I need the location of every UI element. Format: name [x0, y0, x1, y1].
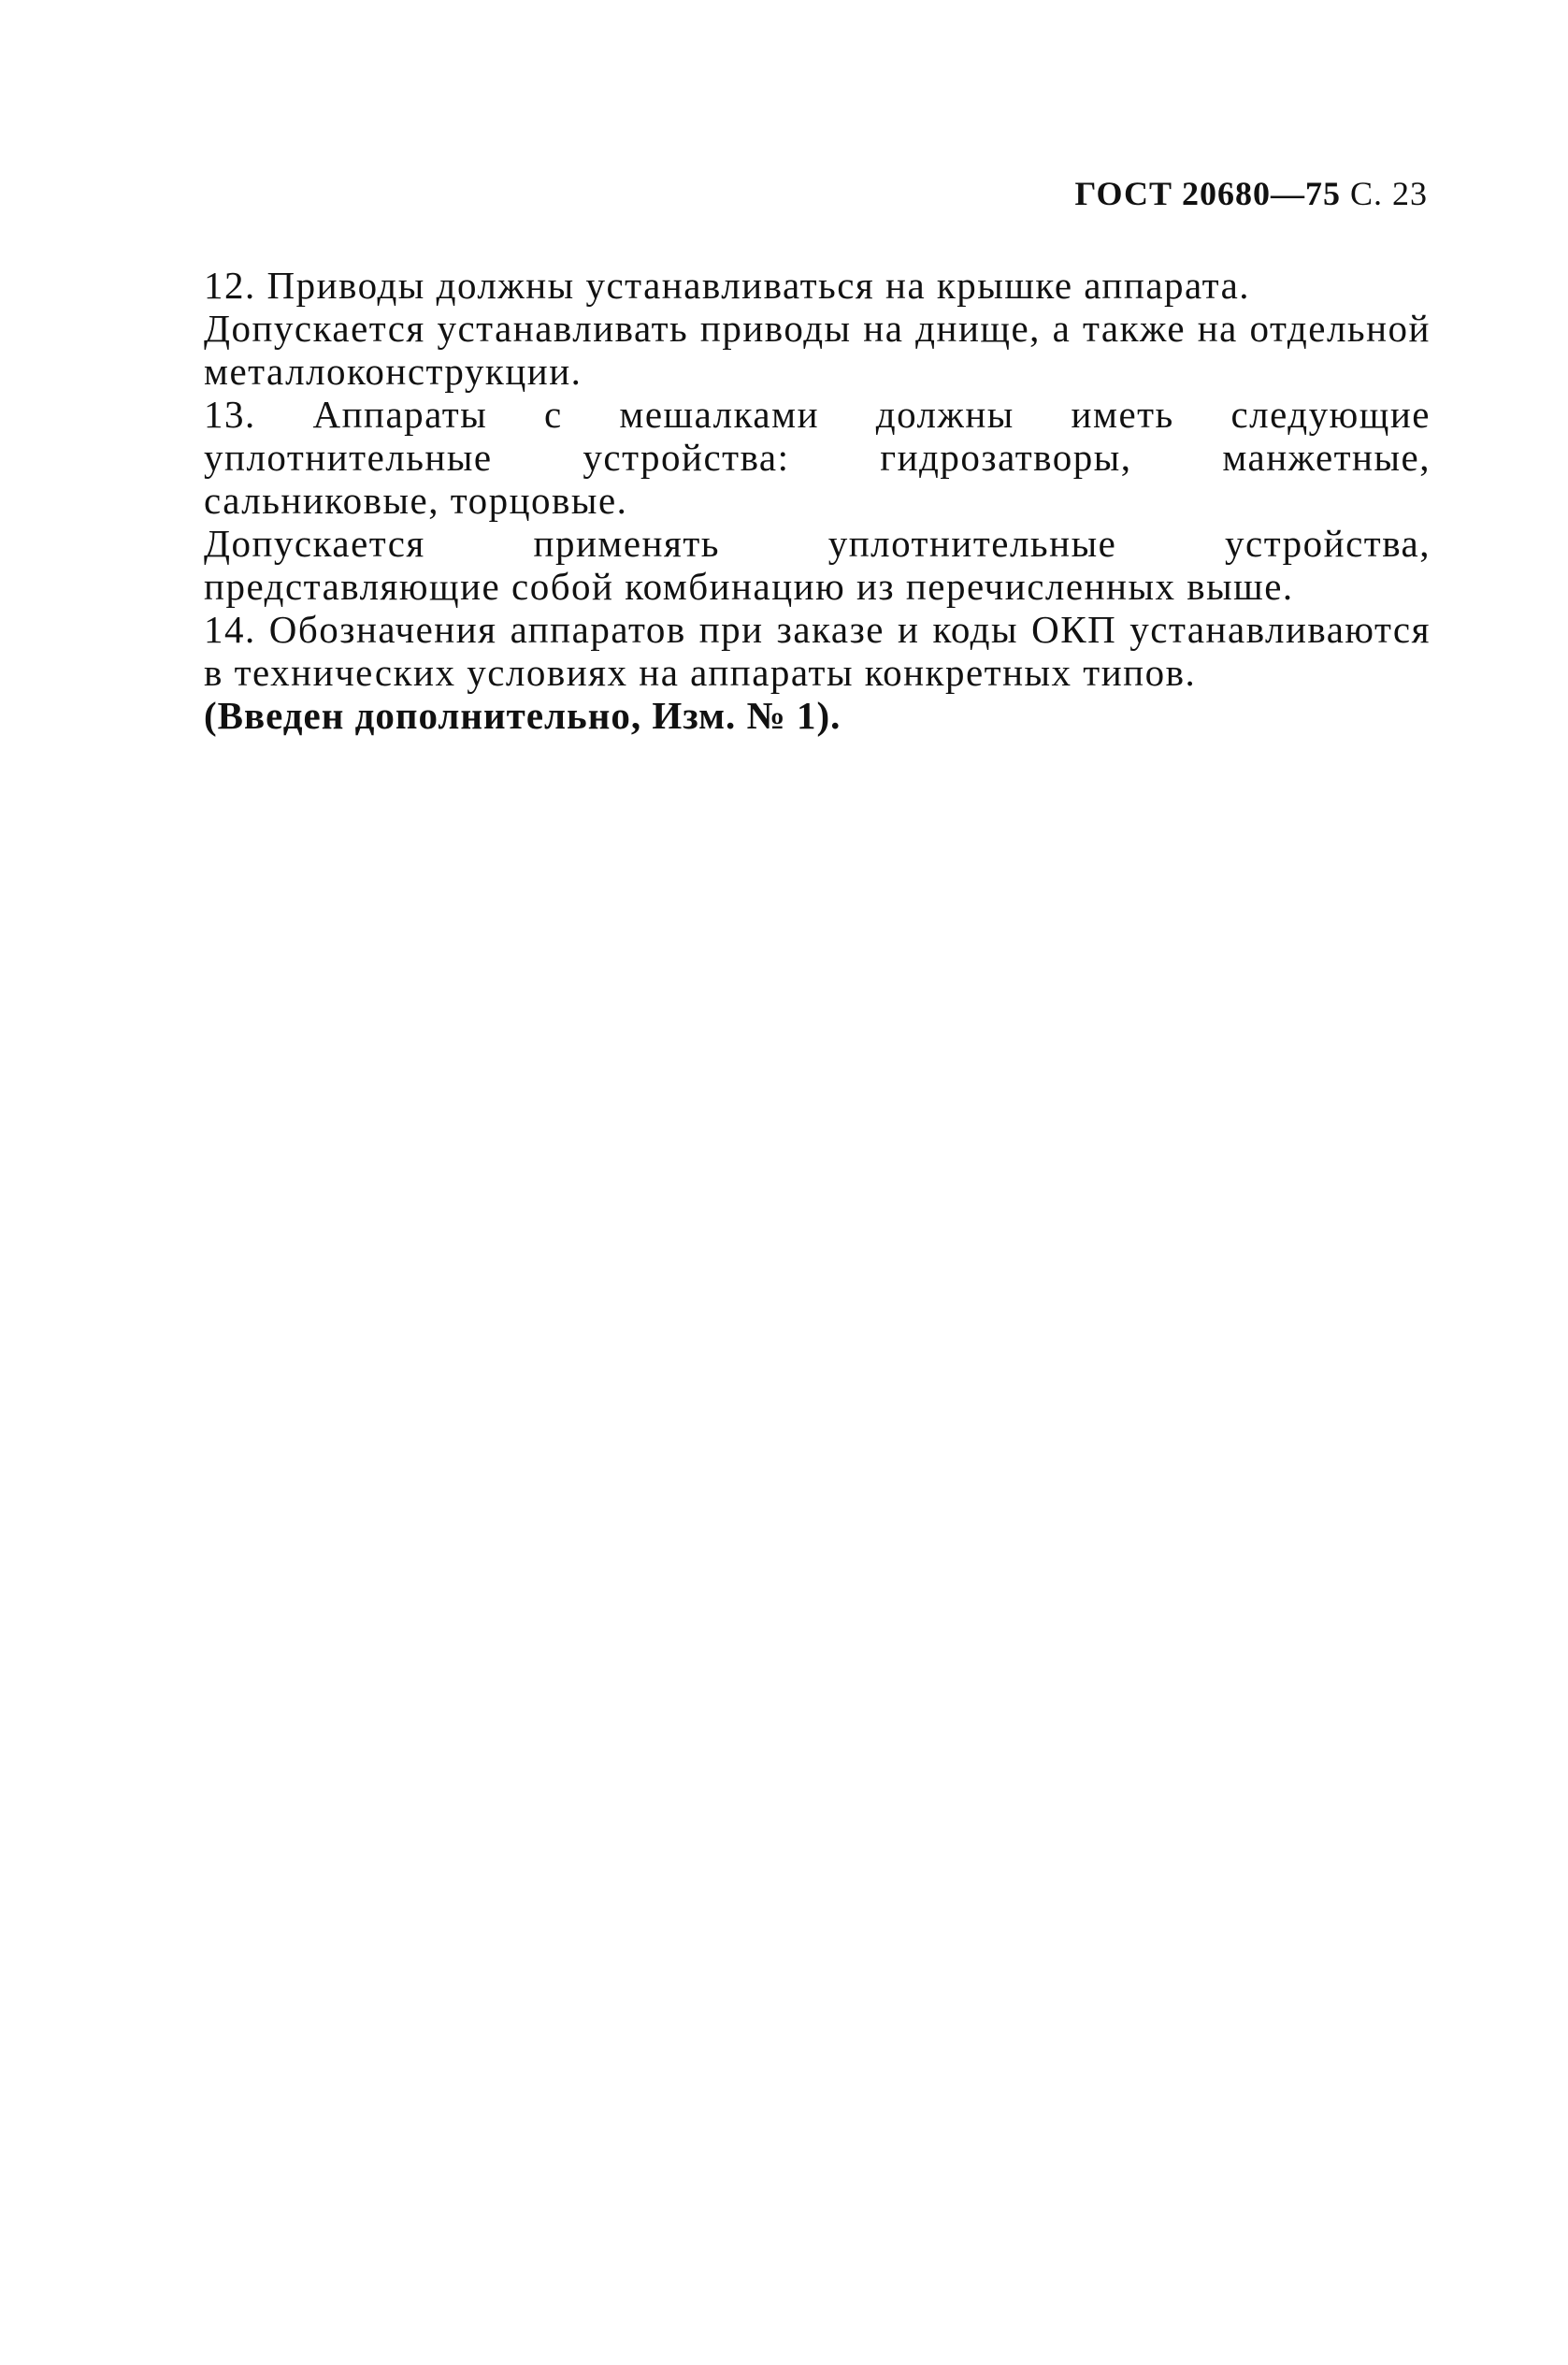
document-body — [204, 264, 1431, 737]
clause-13-note: Допускается применять уплотнительные устройства, представляющие собой комбинацию из перечисленных выше. — [204, 522, 1431, 608]
clause-13: 13. Аппараты с мешалками должны иметь следующие уплотнительные устройства: гидрозатворы, манжетные, сальниковые, торцовые. — [204, 393, 1431, 522]
amendment-note: (Введен дополнительно, Изм. № 1). — [204, 694, 842, 737]
clause-12: 12. Приводы должны устанавливаться на крышке аппарата. — [204, 264, 1251, 307]
page-header — [1075, 174, 1428, 213]
clause-14: 14. Обозначения аппаратов при заказе и коды ОКП устанавливаются в технических условиях на аппараты конкретных типов. — [204, 608, 1431, 694]
standard-number: ГОСТ 20680—75 — [1074, 175, 1341, 212]
page-number: С. 23 — [1349, 175, 1428, 212]
clause-12-note: Допускается устанавливать приводы на днище, а также на отдельной металлоконструкции. — [204, 307, 1431, 393]
